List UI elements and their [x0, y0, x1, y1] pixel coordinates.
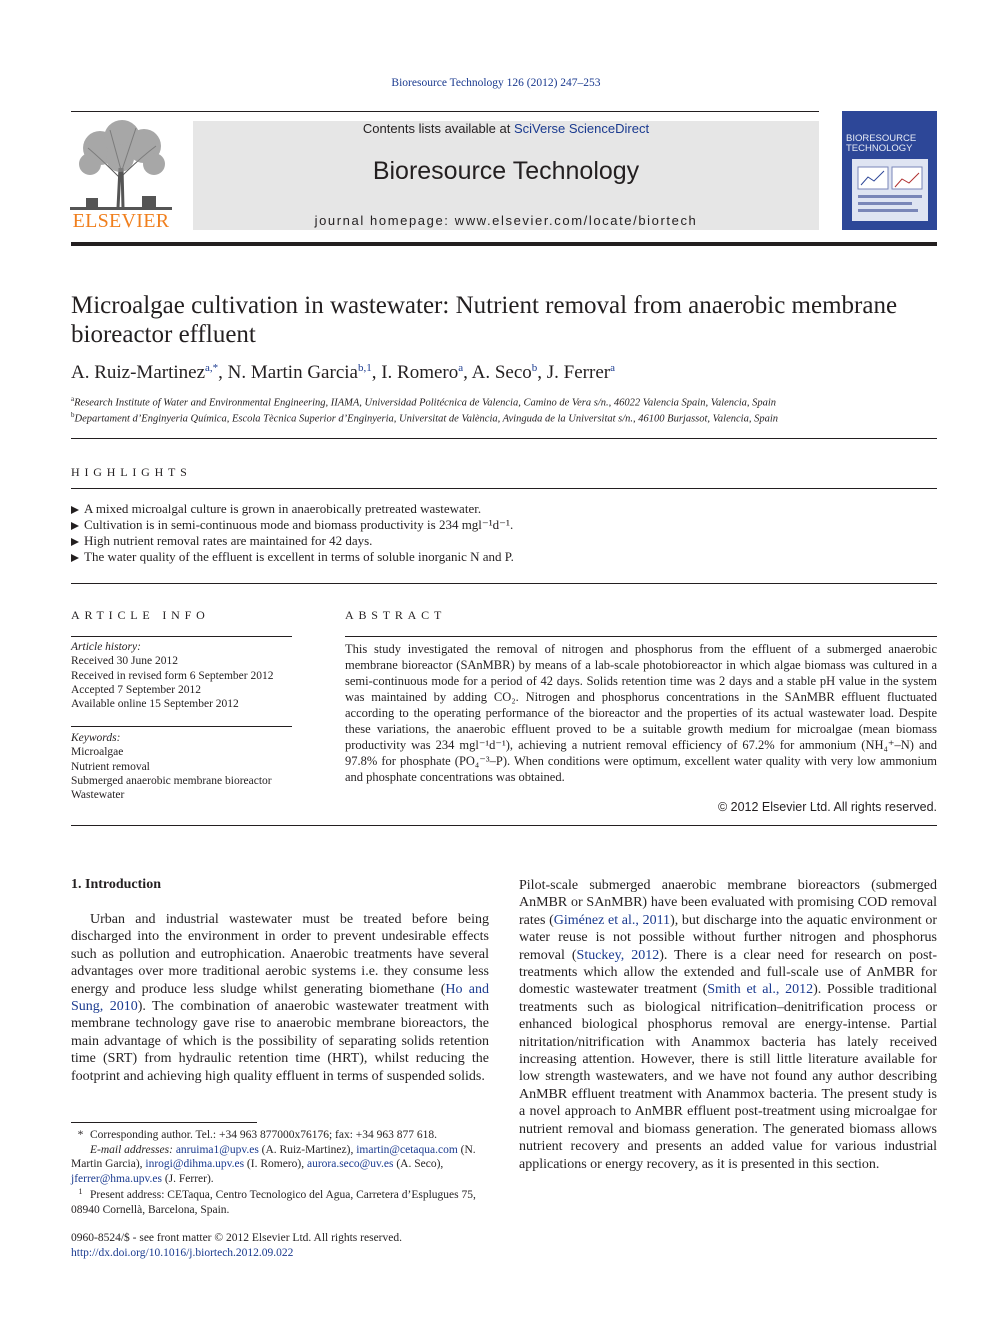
email-owner: (N. Martin Garcia),: [71, 1143, 476, 1171]
email-owner: (J. Ferrer).: [161, 1172, 214, 1185]
abstract-heading: ABSTRACT: [345, 608, 447, 622]
highlight-text: A mixed microalgal culture is grown in anaerobically pretreated wastewater.: [84, 501, 482, 516]
history-item: Received 30 June 2012: [71, 655, 178, 668]
history-item: Available online 15 September 2012: [71, 698, 239, 711]
author-affiliation-mark[interactable]: b,1: [357, 362, 372, 374]
copyright-notice: © 2012 Elsevier Ltd. All rights reserved.: [717, 800, 937, 814]
body-text: ). Possible traditional treatments such as biological nitrification–denitrification process or enhanced biological phosphorus removal are energy-intense. Partial nitritation/nitrification with Anammox bacteria has lately received increasing attention. However, there is still little literature available for low strength wastewaters, and we have not found any author describing AnMBR effluent treatment with Anammox bacteria. The present study is a novel approach to AnMBR effluent post-treatment using microalgae for nutrient removal and biomass generation. The generated biomass allows nutrient recovery and presents an added value for various industrial applications or energy recovery, as it is presented in this section.: [519, 982, 937, 1172]
history-item: Accepted 7 September 2012: [71, 683, 201, 696]
highlight-item: [71, 549, 937, 565]
cover-title: BIORESOURCE TECHNOLOGY: [846, 133, 917, 154]
highlights-bottom-rule: [71, 583, 937, 584]
citation-link[interactable]: Smith et al., 2012: [707, 982, 814, 998]
author-name[interactable]: A. Ruiz-Martinez: [71, 362, 206, 383]
affiliation-text: Departament d’Enginyeria Química, Escola Tècnica Superior d’Enginyeria, Universitat de València, Avinguda de la Universitat s/n., 46100 Burjassot, Valencia, Spain: [74, 413, 778, 425]
issn-line: 0960-8524/$ - see front matter © 2012 Elsevier Ltd. All rights reserved.: [71, 1232, 402, 1244]
body-text: Pilot-scale submerged anaerobic membrane bioreactors (submerged AnMBR or SAnMBR) have been evaluated with promising COD removal rates (: [519, 878, 937, 928]
highlights-heading: HIGHLIGHTS: [71, 465, 192, 479]
highlight-item: [71, 501, 937, 517]
footnote-rule: [71, 1122, 257, 1123]
history-item: Received in revised form 6 September 2012: [71, 669, 274, 682]
author-separator: ,: [463, 362, 472, 383]
body-text: Urban and industrial wastewater must be treated before being discharged into the environment in order to prevent undesirable effects such as pollution and eutrophication. Anaerobic treatments have several advantages over more traditional aerobic systems i.e. they consume less energy and produce less sludge whilst generating biomethane (: [71, 912, 489, 997]
present-address-footnote: [71, 1185, 489, 1217]
abstract-text: This study investigated the removal of nitrogen and phosphorus from the effluent of a submerged anaerobic membrane bioreactor (SAnMBR) by means of a lab-scale photobioreactor in which algae biomass was cultured in a semi-continuous mode for a period of 42 days. Solids retention time was 2 days and a stable pH value in the system was maintained by adding CO₂. Nitrogen and phosphorus concentrations in the SAnMBR effluent fluctuated according to the operating performance of the bioreactor and the properties of its actual wastewater load. Despite these variations, the anaerobic effluent proved to be a suitable growth medium for microalgae (mean biomass productivity was 234 mgl⁻¹d⁻¹), achieving a nutrient removal efficiency of 67.2% for ammonium (NH₄⁺–N) and 97.8% for phosphate (PO₄⁻³–P). When conditions were optimum, excellent water quality with very low ammonium and phosphate concentrations was obtained.: [345, 642, 937, 784]
affiliation-a: [71, 395, 937, 409]
body-text: ). The combination of anaerobic wastewater treatment with membrane technology gave rise to anaerobic membrane bioreactors, the main advantage of which is the possibility of separating solids retention time (SRT) from hydraulic retention time (HRT), whilst reducing the footprint and achieving high quality effluent in terms of suspended solids.: [71, 999, 489, 1084]
author-name[interactable]: N. Martin Garcia: [227, 362, 358, 383]
article-title: Microalgae cultivation in wastewater: Nutrient removal from anaerobic membrane bioreactor effluent: [71, 292, 898, 348]
author-affiliation-mark[interactable]: a: [610, 362, 615, 374]
highlight-text: Cultivation is in semi-continuous mode and biomass productivity is 234 mgl⁻¹d⁻¹.: [84, 517, 514, 532]
bullet-triangle-icon: [71, 554, 79, 562]
citation-link[interactable]: Ho and Sung, 2010: [71, 981, 489, 1015]
bullet-triangle-icon: [71, 522, 79, 530]
abstract-bottom-rule: [71, 825, 937, 826]
article-history: [71, 640, 301, 711]
email-label: E-mail addresses:: [90, 1143, 173, 1156]
title-divider: [71, 438, 937, 439]
footnote-text: Present address: CETaqua, Centro Tecnologico del Agua, Carretera d’Esplugues 75, 08940 Cornellà, Barcelona, Spain.: [71, 1189, 476, 1216]
body-column-left: [71, 911, 489, 1085]
corresponding-author-footnote: [71, 1128, 489, 1186]
journal-cover-thumbnail: [842, 111, 937, 230]
body-column-right: [519, 877, 937, 1173]
body-text: ), but discharge into the aquatic environment or water reuse is not possible without further nitrogen and phosphorus removal (: [519, 912, 938, 963]
history-label: Article history:: [71, 641, 141, 653]
article-info-rule: [71, 636, 292, 637]
author-separator: ,: [371, 362, 382, 383]
email-owner: (I. Romero),: [244, 1158, 307, 1171]
highlights-rule: [71, 488, 937, 489]
highlight-item: [71, 533, 937, 549]
keyword: Nutrient removal: [71, 760, 150, 773]
author-name[interactable]: J. Ferrer: [546, 362, 611, 383]
author-affiliation-mark[interactable]: a: [458, 362, 464, 374]
doi-link[interactable]: http://dx.doi.org/10.1016/j.biortech.2012.09.022: [71, 1246, 294, 1259]
elsevier-wordmark: ELSEVIER: [72, 210, 170, 232]
email-owner: (A. Seco),: [393, 1158, 444, 1171]
article-info-heading: ARTICLE INFO: [71, 608, 210, 622]
body-text: ). There is a clear need for research on post-treatments which allow the extended and full-scale use of AnMBR for domestic wastewater treatment (: [519, 947, 937, 998]
footnote-mark: 1: [78, 1187, 83, 1196]
sciencedirect-link[interactable]: SciVerse ScienceDirect: [513, 121, 650, 136]
contents-prefix: Contents lists available at: [362, 121, 514, 136]
header-thick-rule: [71, 242, 937, 246]
highlight-text: High nutrient removal rates are maintained for 42 days.: [84, 533, 373, 548]
highlight-item: [71, 517, 937, 533]
email-link[interactable]: imartin@cetaqua.com: [356, 1143, 458, 1156]
author-affiliation-mark[interactable]: b: [531, 362, 538, 374]
affiliation-b: [71, 411, 937, 425]
asterisk-mark: *: [77, 1129, 84, 1141]
email-link[interactable]: aurora.seco@uv.es: [306, 1158, 394, 1171]
email-link[interactable]: jferrer@hma.upv.es: [71, 1172, 162, 1185]
keywords-rule: [71, 726, 292, 727]
email-owner: (A. Ruiz-Martinez),: [258, 1143, 357, 1156]
issn-block: [71, 1231, 489, 1260]
bullet-triangle-icon: [71, 538, 79, 546]
journal-title: Bioresource Technology: [372, 157, 640, 185]
author-name[interactable]: A. Seco: [471, 362, 532, 383]
author-separator: ,: [537, 362, 547, 383]
journal-homepage[interactable]: journal homepage: www.elsevier.com/locate/biortech: [314, 213, 698, 228]
bullet-triangle-icon: [71, 506, 79, 514]
footnote-text: Corresponding author. Tel.: +34 963 877000x76176; fax: +34 963 877 618.: [90, 1129, 438, 1141]
keywords-block: [71, 731, 301, 802]
affiliation-mark: a: [71, 395, 75, 403]
email-link[interactable]: anruima1@upv.es: [175, 1143, 259, 1156]
contents-line: [193, 121, 819, 136]
author-affiliation-mark[interactable]: a,*: [205, 362, 219, 374]
affiliation-text: Research Institute of Water and Environmental Engineering, IIAMA, Universidad Politécnica de Valencia, Camino de Vera s/n., 46022 Valencia Spain, Valencia, Spain: [74, 397, 777, 409]
author-separator: ,: [218, 362, 228, 383]
citation-link[interactable]: Stuckey, 2012: [576, 947, 660, 963]
keyword: Submerged anaerobic membrane bioreactor: [71, 774, 272, 787]
keyword: Wastewater: [71, 789, 125, 802]
author-name[interactable]: I. Romero: [381, 362, 459, 383]
tree-icon: [70, 118, 172, 210]
author-list: [71, 362, 937, 384]
email-link[interactable]: inrogi@dihma.upv.es: [145, 1158, 245, 1171]
citation-link[interactable]: Giménez et al., 2011: [553, 912, 671, 928]
journal-citation[interactable]: Bioresource Technology 126 (2012) 247–253: [391, 77, 601, 89]
affiliation-mark: b: [71, 411, 75, 419]
keyword: Microalgae: [71, 746, 124, 759]
keywords-label: Keywords:: [71, 732, 121, 744]
header-rule: [71, 111, 819, 112]
cover-figure-icon: [852, 159, 928, 221]
introduction-heading: 1. Introduction: [71, 877, 161, 892]
abstract-rule: [345, 636, 937, 637]
highlight-text: The water quality of the effluent is excellent in terms of soluble inorganic N and P.: [84, 549, 514, 564]
